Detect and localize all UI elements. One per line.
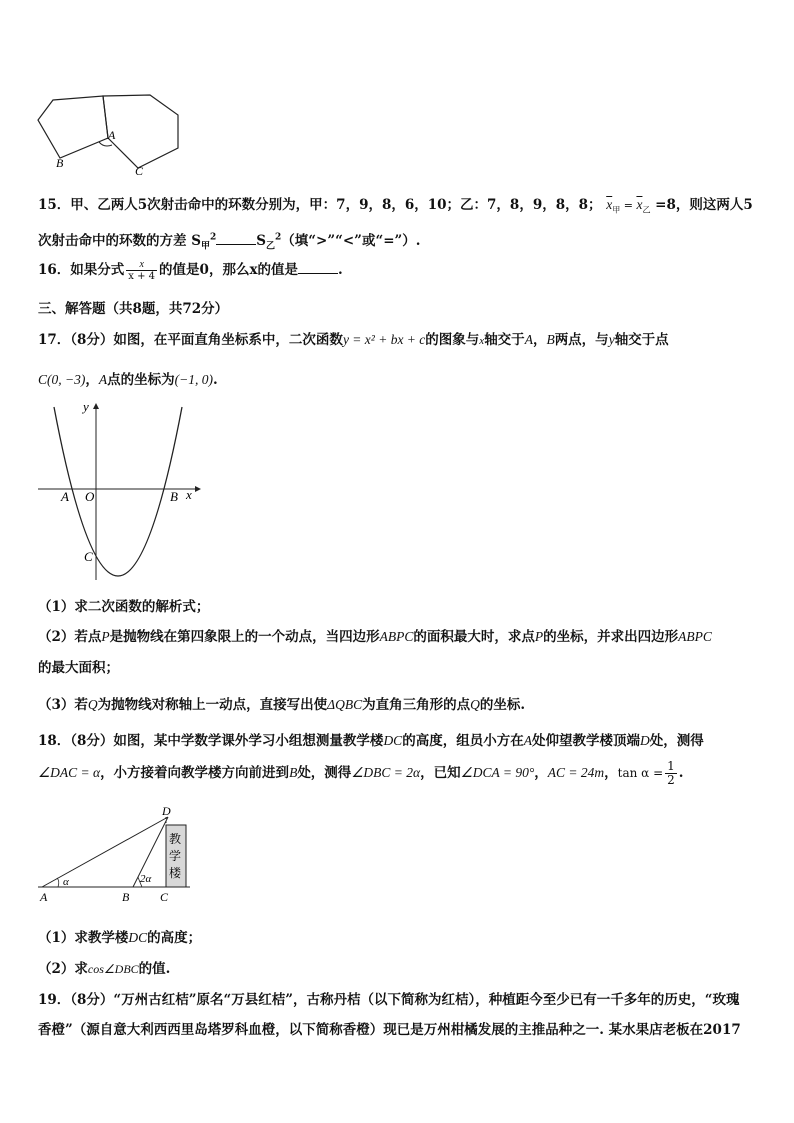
point-c-label: C	[84, 549, 93, 564]
q18-part1: （1）求教学楼DC的高度；	[38, 930, 202, 946]
s2-sub: 乙	[265, 241, 275, 252]
two-alpha-label: 2α	[140, 873, 152, 885]
q16-text-2: 的值是0，那么x的值是	[159, 262, 298, 278]
section-3-heading: 三、解答题（共8题，共72分）	[38, 301, 229, 317]
point-d-label: D	[162, 805, 171, 818]
label-a: A	[108, 128, 116, 142]
tan-fraction: $\frac{1}{2}$	[667, 759, 675, 787]
q15-text-end: =8，则这两人5	[655, 197, 753, 213]
mean-left: $\overline{x}_甲$	[606, 197, 621, 215]
s1-sup: 2	[209, 232, 217, 243]
q17-line2: C(0, −3)，A点的坐标为(−1, 0).	[38, 372, 218, 388]
label-b: B	[56, 156, 64, 170]
point-b-label: B	[122, 890, 130, 904]
q18-line2: ∠DAC = α，小方接着向教学楼方向前进到B处，测得∠DBC = 2α，已知∠DCA = 90°，AC = 24m，tan α = $\frac{1}{2}$ .	[38, 759, 684, 787]
point-a-label: A	[40, 890, 48, 904]
s2: S	[256, 233, 266, 249]
q18-part2: （2）求cos∠DBC的值.	[38, 961, 171, 977]
q19-line1: 19．（8分）“万州古红桔”原名“万县红桔”，古称丹桔（以下简称为红桔），种植距今至少已有一千多年的历史，“玫瑰	[38, 992, 740, 1008]
mean-right: $\overline{x}_乙$	[636, 197, 651, 215]
axis-x-label: x	[186, 487, 192, 502]
building-char-1: 教	[169, 832, 182, 846]
q19-line2: 香橙”（源自意大利西西里岛塔罗科血橙，以下简称香橙）现已是万州柑橘发展的主推品种之一. 某水果店老板在2017	[38, 1022, 741, 1038]
label-c: C	[135, 164, 144, 178]
q18-building-figure	[30, 805, 200, 905]
point-a-coord: (−1, 0)	[174, 372, 213, 387]
q16-fraction: $\frac{x}{x + 4}$	[128, 259, 156, 282]
q17-function: y = x² + bx + c	[342, 332, 426, 347]
point-c-label: C	[160, 890, 169, 904]
origin-label: O	[85, 489, 95, 504]
q16-answer-blank[interactable]	[298, 261, 338, 274]
q16-end: .	[338, 262, 343, 278]
q14-polygon-figure	[30, 90, 190, 185]
s2-sup: 2	[275, 232, 282, 243]
q18-line1: 18．（8分）如图，某中学数学课外学习小组想测量教学楼DC的高度，组员小方在A处仰望教学楼顶端D处，测得	[38, 733, 704, 749]
q17-part2: （2）若点P是抛物线在第四象限上的一个动点，当四边形ABPC的面积最大时，求点P的坐标，并求出四边形ABPC	[38, 629, 712, 645]
q15-answer-blank[interactable]	[216, 232, 256, 245]
building-char-3: 楼	[169, 866, 182, 880]
q15-eq: =	[620, 199, 637, 212]
q17-part1: （1）求二次函数的解析式；	[38, 599, 210, 615]
point-c-coord: C(0, −3)	[38, 372, 86, 387]
point-b-label: B	[170, 489, 178, 504]
s1-sub: 甲	[200, 241, 210, 252]
q15-line2	[38, 229, 421, 252]
q17-part3: （3）若Q为抛物线对称轴上一动点，直接写出使ΔQBC为直角三角形的点Q的坐标.	[38, 697, 526, 713]
q15-text: 15．甲、乙两人5次射击命中的环数分别为，甲：7，9，8，6，10；乙：7，8，9，8，8；	[38, 197, 602, 213]
alpha-label: α	[63, 876, 69, 888]
q17-parabola-figure	[30, 395, 205, 585]
q15-line1	[38, 193, 753, 216]
q16-text: 16．如果分式	[38, 262, 125, 278]
q17-line1: 17．（8分）如图，在平面直角坐标系中，二次函数y = x² + bx + c的图象与x轴交于A，B两点，与y轴交于点	[38, 332, 669, 348]
point-a-label: A	[61, 489, 69, 504]
q15-variance-text: 次射击命中的环数的方差 S	[38, 233, 201, 249]
building-char-2: 学	[169, 849, 182, 863]
axis-y-label: y	[83, 399, 89, 414]
q17-part2-cont: 的最大面积；	[38, 660, 119, 676]
q16-line	[38, 258, 343, 282]
q15-fill-hint: （填“>”“<”或“=”）.	[281, 233, 421, 249]
